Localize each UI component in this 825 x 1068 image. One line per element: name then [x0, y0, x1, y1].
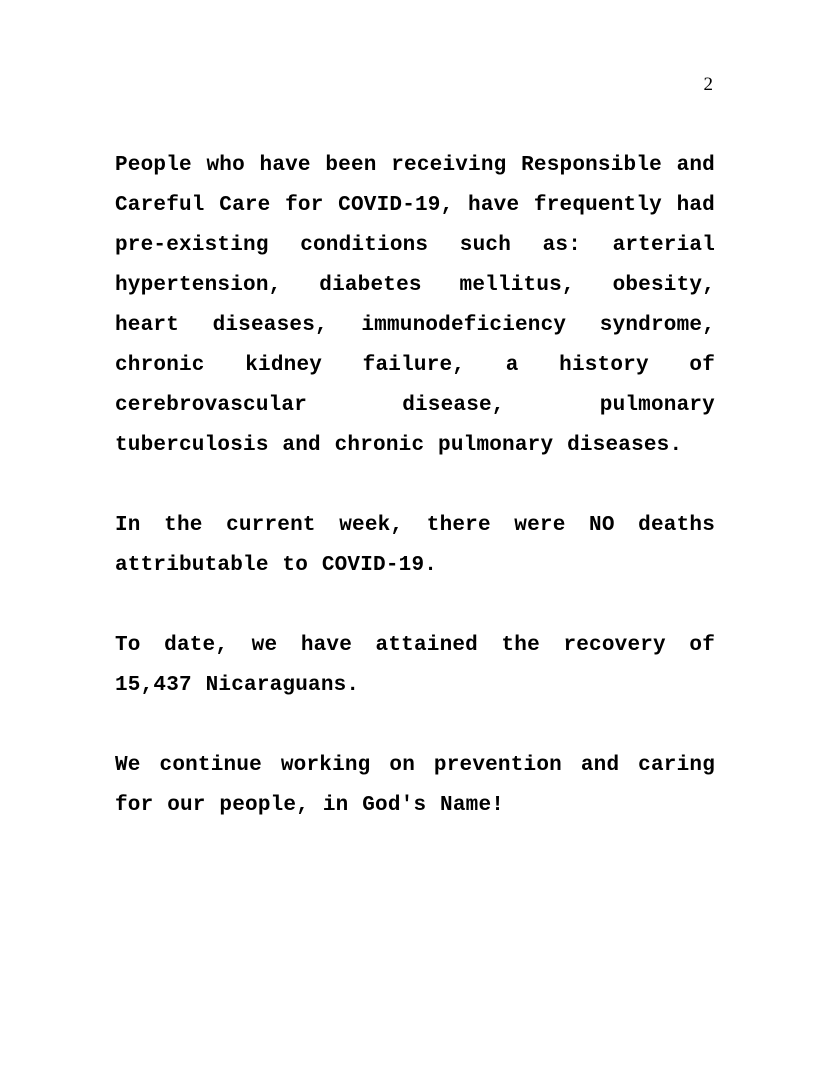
paragraph-no-deaths: In the current week, there were NO deaths attributable to COVID-19. [115, 514, 715, 577]
paragraph-recovery-count: To date, we have attained the recovery of 15,437 Nicaraguans. [115, 634, 715, 697]
page-content [115, 146, 715, 866]
page-number: 2 [703, 74, 713, 95]
paragraph-preexisting-conditions: People who have been receiving Responsible and Careful Care for COVID-19, have frequently had pre-existing conditions such as: arterial hypertension, diabetes mellitus, obesity, heart diseases, immunodeficiency syndrome, chronic kidney failure, a history of cerebrovascular disease, pulmonary tuberculosis and chronic pulmonary diseases. [115, 154, 715, 457]
paragraph-closing-statement: We continue working on prevention and caring for our people, in God's Name! [115, 754, 715, 817]
